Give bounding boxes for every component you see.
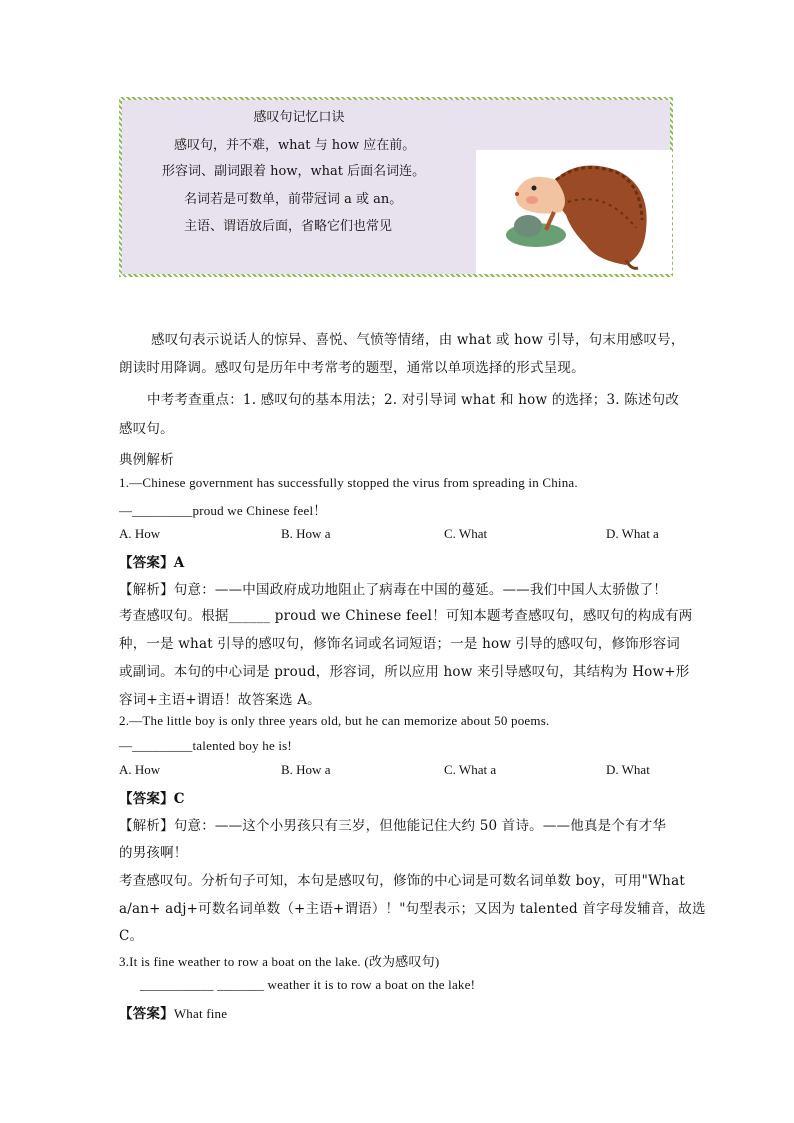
explanation-line: 考查感叹句。分析句子可知，本句是感叹句，修饰的中心词是可数名词单数 boy，可用"What: [119, 873, 685, 889]
answer-label: 【答案】: [119, 1006, 174, 1022]
question-blank: ___________ _______ weather it is to row a boat on the lake!: [140, 977, 476, 992]
mnemonic-line: 主语、谓语放后面，省略它们也常见: [184, 219, 393, 234]
explanation-line: 【解析】句意：——中国政府成功地阻止了病毒在中国的蔓延。——我们中国人太骄傲了！: [119, 582, 667, 598]
mnemonic-box: [119, 97, 673, 277]
intro-line: 感叹句表示说话人的惊异、喜悦、气愤等情绪，由 what 或 how 引导，句末用感叹号，: [151, 332, 685, 348]
explanation-line: 【解析】句意：——这个小男孩只有三岁，但他能记住大约 50 首诗。——他真是个有才华: [119, 818, 667, 834]
answer: [119, 1002, 227, 1022]
option-a: A. How: [119, 526, 161, 541]
question-stem: 2.—The little boy is only three years old, but he can memorize about 50 poems.: [119, 713, 550, 728]
explanation-line: 种，一是 what 引导的感叹句，修饰名词或名词短语；一是 how 引导的感叹句，修饰形容词: [119, 636, 680, 652]
answer: 【答案】A: [119, 555, 185, 571]
option-c: C. What: [444, 526, 488, 541]
intro-line: 朗读时用降调。感叹句是历年中考常考的题型，通常以单项选择的形式呈现。: [119, 360, 585, 376]
option-d: D. What a: [606, 526, 659, 541]
section-heading: 典例解析: [119, 452, 174, 468]
intro-line: 感叹句。: [119, 421, 174, 437]
answer: 【答案】C: [119, 791, 185, 807]
question-blank: —_________talented boy he is!: [119, 738, 292, 753]
option-c: C. What a: [444, 762, 497, 777]
explanation-line: 的男孩啊！: [119, 845, 188, 861]
mnemonic-line: 形容词、副词跟着 how，what 后面名词连。: [162, 164, 426, 179]
option-b: B. How a: [281, 526, 331, 541]
explanation-line: 考查感叹句。根据______ proud we Chinese feel！可知本题考查感叹句，感叹句的构成有两: [119, 608, 693, 624]
mnemonic-line: 感叹句，并不难，what 与 how 应在前。: [174, 138, 416, 153]
option-b: B. How a: [281, 762, 331, 777]
answer-text: What fine: [173, 1006, 228, 1021]
question-stem: 1.—Chinese government has successfully stopped the virus from spreading in China.: [119, 475, 578, 490]
question-blank: —_________proud we Chinese feel！: [119, 503, 327, 518]
option-d: D. What: [606, 762, 650, 777]
explanation-line: C。: [119, 928, 144, 944]
mnemonic-line: 名词若是可数单，前带冠词 a 或 an。: [184, 192, 403, 207]
explanation-line: a/an+ adj+可数名词单数（+主语+谓语）！"句型表示；又因为 talented 首字母发辅音，故选: [119, 901, 706, 917]
mnemonic-title: 感叹句记忆口诀: [253, 110, 345, 125]
intro-line: 中考考查重点：1. 感叹句的基本用法；2. 对引导词 what 和 how 的选择；3. 陈述句改: [147, 392, 680, 408]
hedgehog-illustration: [476, 150, 672, 274]
explanation-line: 容词+主语+谓语！故答案选 A。: [119, 692, 321, 708]
explanation-line: 或副词。本句的中心词是 proud，形容词，所以应用 how 来引导感叹句，其结构为 How+形: [119, 664, 690, 680]
option-a: A. How: [119, 762, 161, 777]
question-stem: 3.It is fine weather to row a boat on the lake. (改为感叹句): [119, 954, 440, 969]
